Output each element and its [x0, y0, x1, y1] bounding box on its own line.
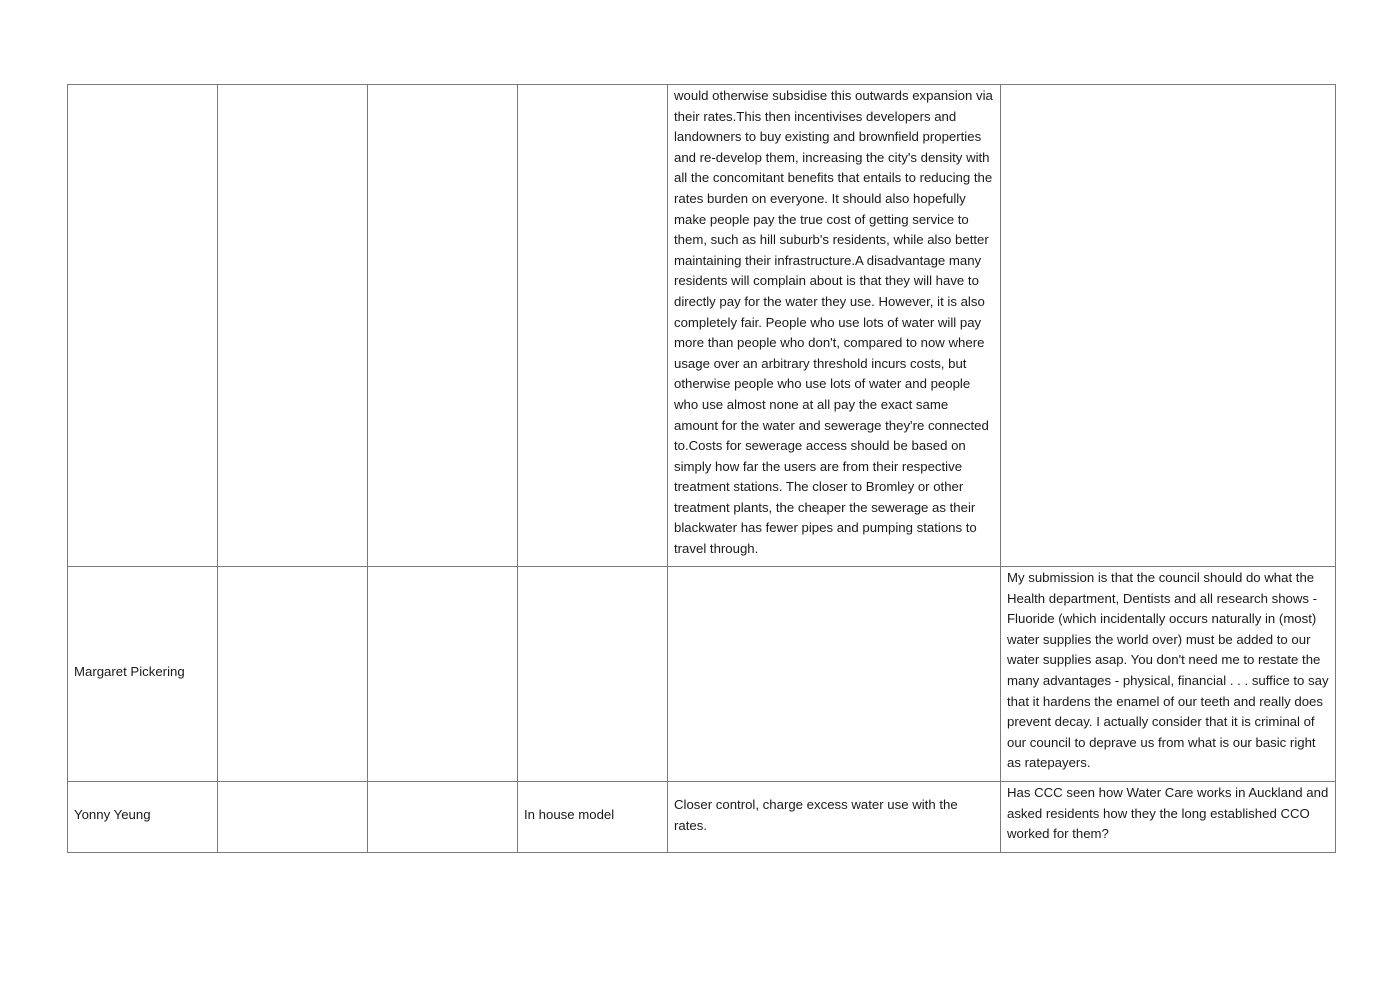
table-row — [68, 782, 1336, 853]
column-3-cell — [368, 85, 518, 567]
column-3-cell — [368, 782, 518, 853]
submitter-name-cell: Margaret Pickering — [68, 567, 218, 782]
model-cell — [518, 567, 668, 782]
table-row — [68, 85, 1336, 567]
submitter-name-cell — [68, 85, 218, 567]
comment-cell — [668, 567, 1001, 782]
column-3-cell — [368, 567, 518, 782]
comment-cell: would otherwise subsidise this outwards expansion via their rates.This then incentivises developers and landowners to buy existing and brownfield properties and re-develop them, increasing the city's density with all the concomitant benefits that entails to reducing the rates burden on everyone. It should also hopefully make people pay the true cost of getting service to them, such as hill suburb's residents, while also better maintaining their infrastructure.A disadvantage many residents will complain about is that they will have to directly pay for the water they use. However, it is also completely fair. People who use lots of water will pay more than people who don't, compared to now where usage over an arbitrary threshold incurs costs, but otherwise people who use lots of water and people who use almost none at all pay the exact same amount for the water and sewerage they're connected to.Costs for sewerage access should be based on simply how far the users are from their respective treatment stations. The closer to Bromley or other treatment plants, the cheaper the sewerage as their blackwater has fewer pipes and pumping stations to travel through. — [668, 85, 1001, 567]
model-cell — [518, 85, 668, 567]
column-2-cell — [218, 782, 368, 853]
model-cell: In house model — [518, 782, 668, 853]
submissions-table — [67, 84, 1336, 853]
table-row — [68, 567, 1336, 782]
column-2-cell — [218, 85, 368, 567]
submitter-name-cell: Yonny Yeung — [68, 782, 218, 853]
other-comment-cell: My submission is that the council should do what the Health department, Dentists and all research shows - Fluoride (which incidentally occurs naturally in (most) water supplies the world over) must be added to our water supplies asap. You don't need me to restate the many advantages - physical, financial . . . suffice to say that it hardens the enamel of our teeth and really does prevent decay. I actually consider that it is criminal of our council to deprave us from what is our basic right as ratepayers. — [1001, 567, 1336, 782]
document-page — [67, 84, 1335, 853]
other-comment-cell: Has CCC seen how Water Care works in Auckland and asked residents how they the long established CCO worked for them? — [1001, 782, 1336, 853]
other-comment-cell — [1001, 85, 1336, 567]
column-2-cell — [218, 567, 368, 782]
comment-cell: Closer control, charge excess water use with the rates. — [668, 782, 1001, 853]
